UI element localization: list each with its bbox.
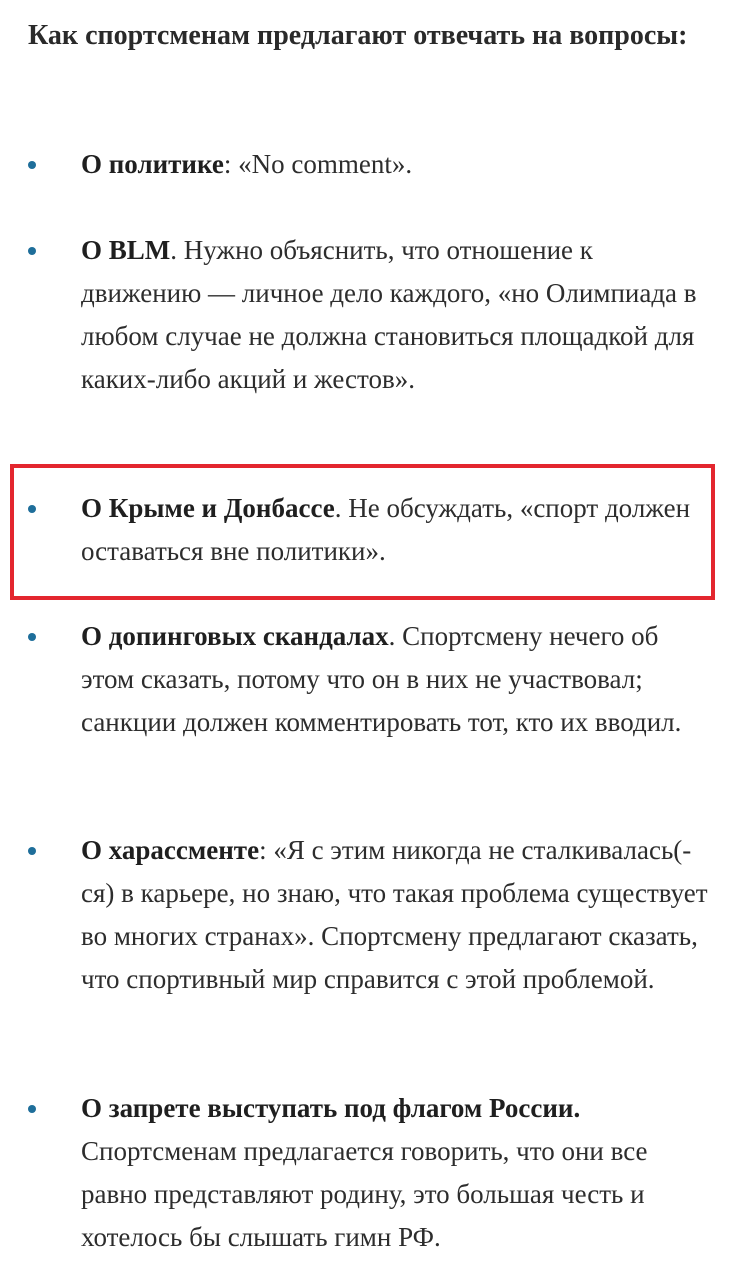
item-title: О запрете выступать под флагом России. (81, 1093, 581, 1123)
item-title: О BLM (81, 235, 171, 265)
item-title: О допинговых скандалах (81, 621, 389, 651)
bullet-icon (28, 161, 36, 169)
highlight-frame (10, 464, 715, 600)
bullet-icon (28, 847, 36, 855)
item-title: О политике (81, 149, 224, 179)
item-body: Спортсменам предлагается говорить, что они все равно представляют родину, это большая честь и хотелось бы слышать гимн РФ. (81, 1136, 648, 1252)
item-body: . Нужно объяснить, что отношение к движению — личное дело каждого, «но Олимпиада в любом случае не должна становиться площадкой для каких-либо акций и жестов». (81, 235, 697, 394)
item-body: . Спортсмену нечего об этом сказать, потому что он в них не участвовал; санкции должен комментировать тот, кто их вводил. (81, 621, 682, 737)
bullet-icon (28, 633, 36, 641)
item-body: . Не обсуждать, «спорт должен оставаться вне политики». (81, 493, 691, 566)
bullet-icon (28, 247, 36, 255)
item-title: О харассменте (81, 835, 260, 865)
article-subheading: Как спортсменам предлагают отвечать на вопросы: (28, 20, 688, 51)
item-title: О Крыме и Донбассе (81, 493, 335, 523)
bullet-icon (28, 1105, 36, 1113)
item-body: : «No comment». (223, 149, 413, 179)
item-body: : «Я с этим никогда не сталкивалась(-ся) в карьере, но знаю, что такая проблема существует во многих странах». Спортсмену предлагают сказать, что спортивный мир справится с этой проблемой. (81, 835, 708, 994)
